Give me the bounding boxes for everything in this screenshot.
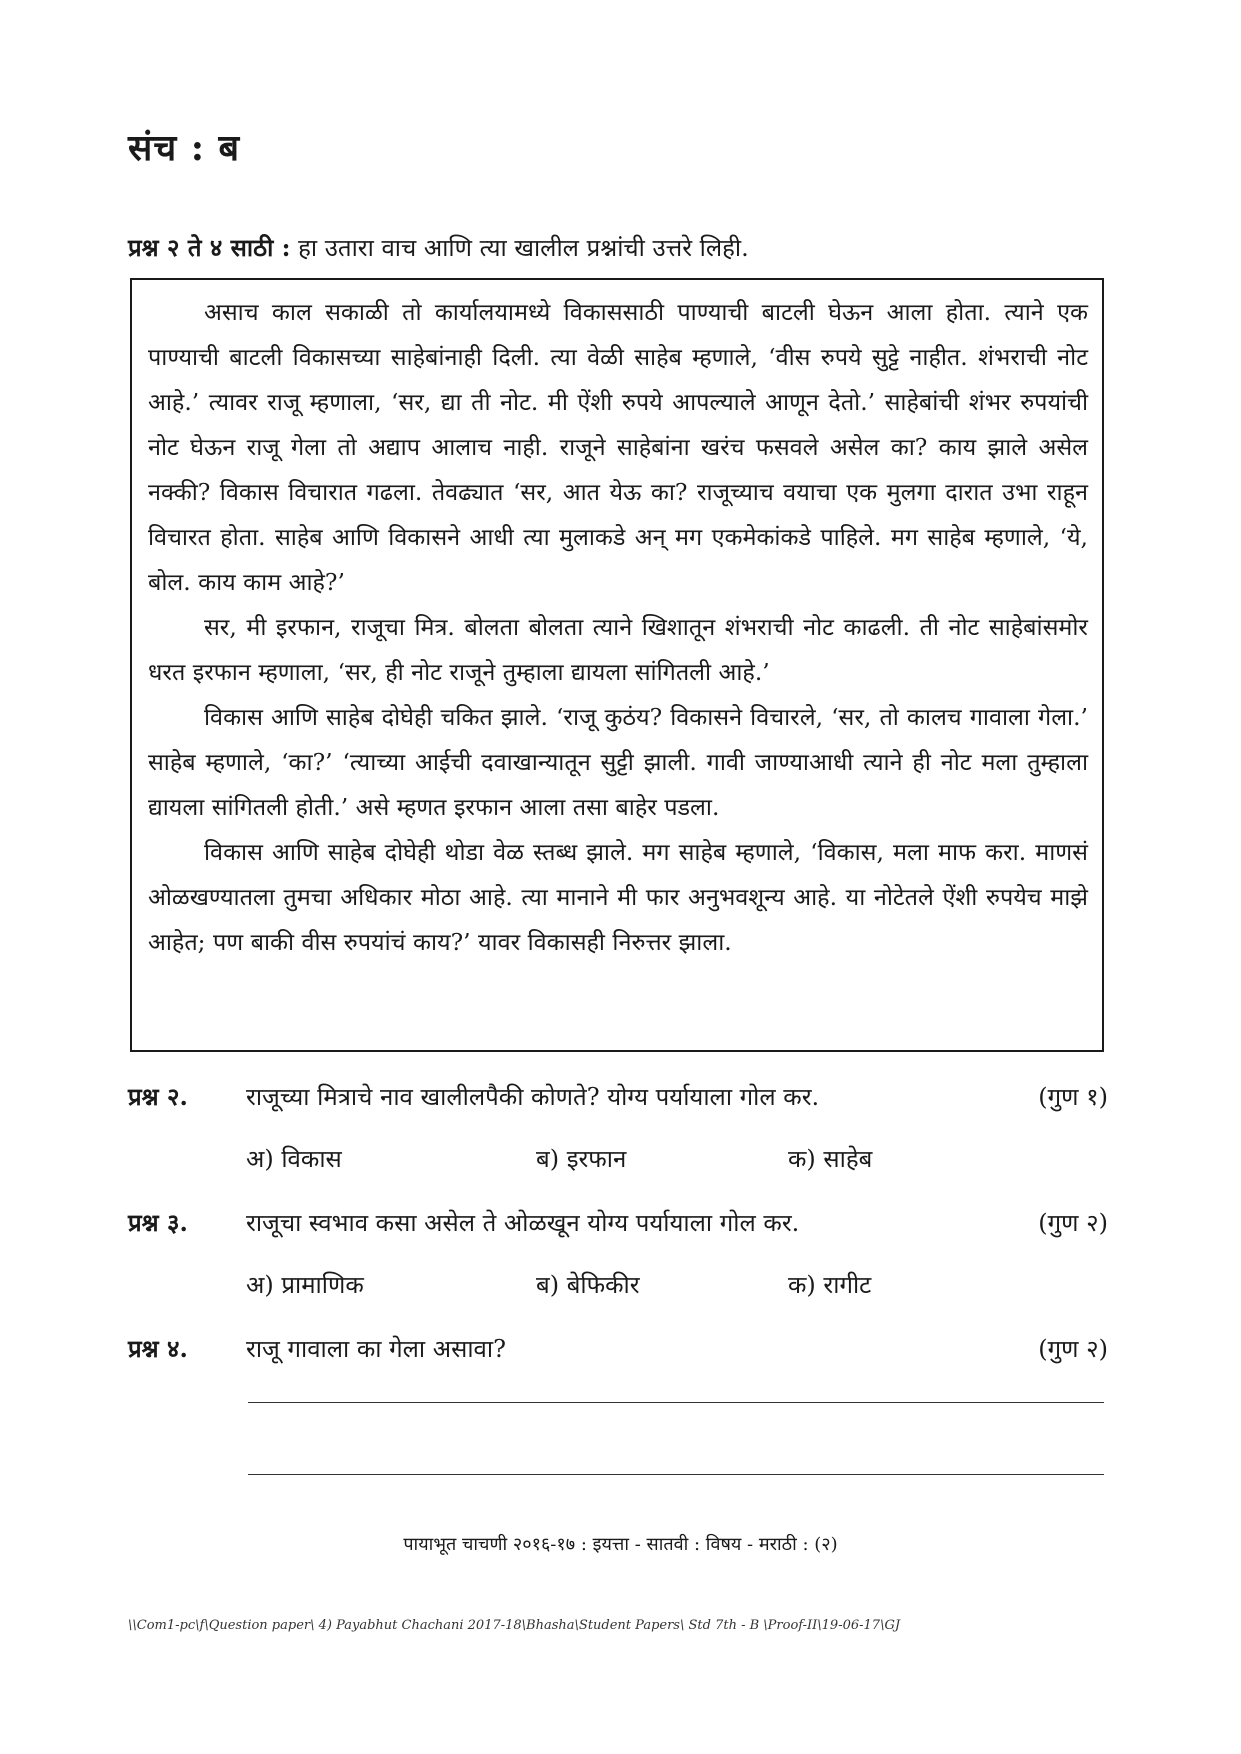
question-3-option-c[interactable]: क) रागीट xyxy=(788,1271,872,1299)
file-path: \\Com1-pc\f\Question paper\ 4) Payabhut Chachani 2017-18\Bhasha\Student Papers\ Std 7th - B \Proof-II\19-06-17\GJ xyxy=(128,1618,901,1633)
instruction-lead: प्रश्न २ ते ४ साठी : xyxy=(128,233,291,262)
question-3-marks: (गुण २) xyxy=(1038,1209,1108,1237)
question-2-option-c[interactable]: क) साहेब xyxy=(788,1145,873,1173)
instruction-text: हा उतारा वाच आणि त्या खालील प्रश्नांची उत्तरे लिही. xyxy=(298,234,749,262)
page-footer: पायाभूत चाचणी २०१६-१७ : इयत्ता - सातवी : विषय - मराठी : (२) xyxy=(403,1534,838,1555)
set-title: संच : ब xyxy=(128,127,241,169)
answer-line-2[interactable] xyxy=(248,1474,1104,1475)
question-4 xyxy=(128,1332,1108,1372)
question-2 xyxy=(128,1080,1108,1190)
question-3-option-a[interactable]: अ) प्रामाणिक xyxy=(246,1271,364,1299)
question-2-options xyxy=(246,1142,1006,1182)
passage-paragraph-3: विकास आणि साहेब दोघेही चकित झाले. ‘राजू कुठंय? विकासने विचारले, ‘सर, तो कालच गावाला गेला.’ साहेब म्हणाले, ‘का?’ ‘त्याच्या आईची दवाखान्यातून सुट्टी झाली. गावी जाण्याआधी त्याने ही नोट मला तुम्हाला द्यायला सांगितली होती.’ असे म्हणत इरफान आला तसा बाहेर पडला. xyxy=(148,703,1088,821)
question-4-text: राजू गावाला का गेला असावा? xyxy=(246,1335,506,1363)
question-2-option-a[interactable]: अ) विकास xyxy=(246,1145,342,1173)
passage-box xyxy=(130,278,1104,1052)
answer-line-1[interactable] xyxy=(248,1402,1104,1403)
question-2-marks: (गुण १) xyxy=(1038,1083,1108,1111)
question-3-number: प्रश्न ३. xyxy=(128,1208,188,1237)
question-3 xyxy=(128,1206,1108,1316)
instruction-line xyxy=(128,230,1118,266)
passage-paragraph-1: असाच काल सकाळी तो कार्यालयामध्ये विकाससाठी पाण्याची बाटली घेऊन आला होता. त्याने एक पाण्याची बाटली विकासच्या साहेबांनाही दिली. त्या वेळी साहेब म्हणाले, ‘वीस रुपये सुट्टे नाहीत. शंभराची नोट आहे.’ त्यावर राजू म्हणाला, ‘सर, द्या ती नोट. मी ऐंशी रुपये आपल्याले आणून देतो.’ साहेबांची शंभर रुपयांची नोट घेऊन राजू गेला तो अद्याप आलाच नाही. राजूने साहेबांना खरंच फसवले असेल का? काय झाले असेल नक्की? विकास विचारात गढला. तेवढ्यात ‘सर, आत येऊ का? राजूच्याच वयाचा एक मुलगा दारात उभा राहून विचारत होता. साहेब आणि विकासने आधी त्या मुलाकडे अन् मग एकमेकांकडे पाहिले. मग साहेब म्हणाले, ‘ये, बोल. काय काम आहे?’ xyxy=(148,298,1088,596)
passage-paragraph-2: सर, मी इरफान, राजूचा मित्र. बोलता बोलता त्याने खिशातून शंभराची नोट काढली. ती नोट साहेबांसमोर धरत इरफान म्हणाला, ‘सर, ही नोट राजूने तुम्हाला द्यायला सांगितली आहे.’ xyxy=(148,613,1088,686)
question-4-marks: (गुण २) xyxy=(1038,1335,1108,1363)
passage-paragraph-4: विकास आणि साहेब दोघेही थोडा वेळ स्तब्ध झाले. मग साहेब म्हणाले, ‘विकास, मला माफ करा. माणसं ओळखण्यातला तुमचा अधिकार मोठा आहे. त्या मानाने मी फार अनुभवशून्य आहे. या नोटेतले ऐंशी रुपयेच माझे आहेत; पण बाकी वीस रुपयांचं काय?’ यावर विकासही निरुत्तर झाला. xyxy=(148,838,1088,956)
question-3-option-b[interactable]: ब) बेफिकीर xyxy=(536,1271,640,1299)
question-3-options xyxy=(246,1268,1006,1308)
question-2-text: राजूच्या मित्राचे नाव खालीलपैकी कोणते? योग्य पर्यायाला गोल कर. xyxy=(246,1083,820,1111)
question-3-text: राजूचा स्वभाव कसा असेल ते ओळखून योग्य पर्यायाला गोल कर. xyxy=(246,1209,800,1237)
question-4-number: प्रश्न ४. xyxy=(128,1334,188,1363)
question-2-number: प्रश्न २. xyxy=(128,1082,188,1111)
question-2-option-b[interactable]: ब) इरफान xyxy=(536,1145,627,1173)
